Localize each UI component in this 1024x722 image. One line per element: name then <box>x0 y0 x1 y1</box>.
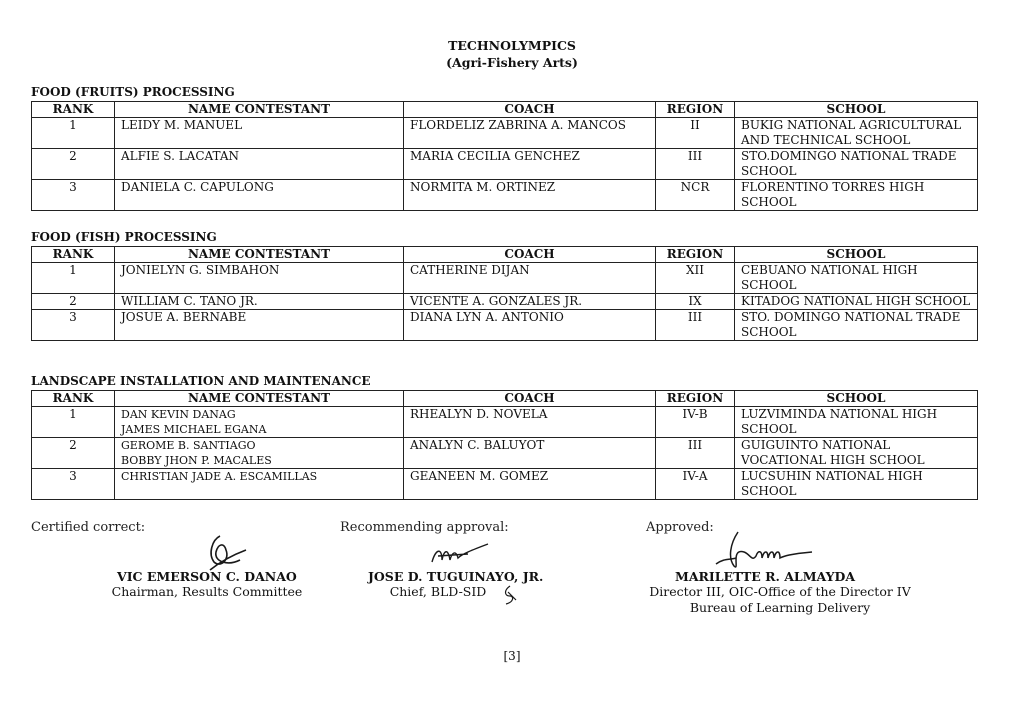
region-cell: II <box>656 118 735 149</box>
section-title-fruits: FOOD (FRUITS) PROCESSING <box>31 85 235 99</box>
document-subtitle: (Agri-Fishery Arts) <box>446 55 578 70</box>
coach-cell: ANALYN C. BALUYOT <box>404 438 656 469</box>
region-cell: III <box>656 149 735 180</box>
coach-cell: CATHERINE DIJAN <box>404 263 656 294</box>
coach-cell: DIANA LYN A. ANTONIO <box>404 310 656 341</box>
contestant-cell: DANIELA C. CAPULONG <box>115 180 404 211</box>
table-row <box>32 438 978 469</box>
coach-cell: RHEALYN D. NOVELA <box>404 407 656 438</box>
contestant-cell: WILLIAM C. TANO JR. <box>115 294 404 310</box>
col-header-rank: RANK <box>32 102 115 118</box>
approved-title-line1: Director III, OIC-Office of the Director IV <box>649 584 911 599</box>
signature-tuguinayo-scribble <box>428 540 492 568</box>
contestant-cell: JONIELYN G. SIMBAHON <box>115 263 404 294</box>
rank-cell: 2 <box>32 149 115 180</box>
contestant-name: DAN KEVIN DANAG <box>121 408 236 421</box>
school-cell: LUCSUHIN NATIONAL HIGH SCHOOL <box>735 469 978 500</box>
coach-cell: MARIA CECILIA GENCHEZ <box>404 149 656 180</box>
table-row <box>32 180 978 211</box>
col-header-region: REGION <box>656 102 735 118</box>
contestant-cell: ALFIE S. LACATAN <box>115 149 404 180</box>
region-cell: IV-B <box>656 407 735 438</box>
school-cell: LUZVIMINDA NATIONAL HIGH SCHOOL <box>735 407 978 438</box>
region-cell: III <box>656 438 735 469</box>
contestant-cell: LEIDY M. MANUEL <box>115 118 404 149</box>
contestant-cell: JOSUE A. BERNABE <box>115 310 404 341</box>
table-header-row <box>32 247 978 263</box>
table-row <box>32 294 978 310</box>
table-header-row <box>32 391 978 407</box>
certified-name: VIC EMERSON C. DANAO <box>117 569 297 584</box>
results-table-fruits <box>31 101 978 211</box>
col-header-name: NAME CONTESTANT <box>115 247 404 263</box>
table-row <box>32 263 978 294</box>
table-row <box>32 149 978 180</box>
coach-cell: VICENTE A. GONZALES JR. <box>404 294 656 310</box>
col-header-rank: RANK <box>32 391 115 407</box>
contestant-cell: CHRISTIAN JADE A. ESCAMILLAS <box>115 469 404 500</box>
approved-label: Approved: <box>646 520 714 535</box>
section-title-fish: FOOD (FISH) PROCESSING <box>31 230 217 244</box>
col-header-region: REGION <box>656 247 735 263</box>
approved-title-line2: Bureau of Learning Delivery <box>689 600 871 615</box>
approved-name: MARILETTE R. ALMAYDA <box>675 569 856 584</box>
region-cell: IV-A <box>656 469 735 500</box>
section-title-landscape: LANDSCAPE INSTALLATION AND MAINTENANCE <box>31 374 371 388</box>
region-cell: IX <box>656 294 735 310</box>
col-header-school: SCHOOL <box>735 247 978 263</box>
col-header-school: SCHOOL <box>735 391 978 407</box>
table-row <box>32 469 978 500</box>
results-table-fish <box>31 246 978 341</box>
col-header-coach: COACH <box>404 102 656 118</box>
coach-cell: GEANEEN M. GOMEZ <box>404 469 656 500</box>
region-cell: XII <box>656 263 735 294</box>
table-header-row <box>32 102 978 118</box>
rank-cell: 2 <box>32 438 115 469</box>
col-header-coach: COACH <box>404 247 656 263</box>
rank-cell: 2 <box>32 294 115 310</box>
school-cell: STO.DOMINGO NATIONAL TRADE SCHOOL <box>735 149 978 180</box>
rank-cell: 1 <box>32 118 115 149</box>
school-cell: KITADOG NATIONAL HIGH SCHOOL <box>735 294 978 310</box>
document-title: TECHNOLYMPICS <box>448 38 576 53</box>
school-cell: BUKIG NATIONAL AGRICULTURAL AND TECHNICAL SCHOOL <box>735 118 978 149</box>
recommending-title: Chief, BLD-SID <box>389 584 487 599</box>
recommending-name: JOSE D. TUGUINAYO, JR. <box>368 569 544 584</box>
col-header-rank: RANK <box>32 247 115 263</box>
contestant-cell <box>115 438 404 469</box>
contestant-name: JAMES MICHAEL EGANA <box>121 423 267 436</box>
recommending-label: Recommending approval: <box>340 520 509 535</box>
school-cell: STO. DOMINGO NATIONAL TRADE SCHOOL <box>735 310 978 341</box>
contestant-cell <box>115 407 404 438</box>
contestant-name: GEROME B. SANTIAGO <box>121 439 256 452</box>
results-table-landscape <box>31 390 978 500</box>
school-cell: CEBUANO NATIONAL HIGH SCHOOL <box>735 263 978 294</box>
rank-cell: 3 <box>32 310 115 341</box>
rank-cell: 1 <box>32 263 115 294</box>
col-header-school: SCHOOL <box>735 102 978 118</box>
table-row <box>32 118 978 149</box>
school-cell: FLORENTINO TORRES HIGH SCHOOL <box>735 180 978 211</box>
col-header-name: NAME CONTESTANT <box>115 391 404 407</box>
school-cell: GUIGUINTO NATIONAL VOCATIONAL HIGH SCHOOL <box>735 438 978 469</box>
initial-scribble <box>500 584 518 606</box>
certified-label: Certified correct: <box>31 520 146 535</box>
page-number: [3] <box>503 649 521 663</box>
contestant-name: BOBBY JHON P. MACALES <box>121 454 272 467</box>
signature-danao-scribble <box>190 532 250 574</box>
certified-title: Chairman, Results Committee <box>111 584 303 599</box>
col-header-region: REGION <box>656 391 735 407</box>
region-cell: III <box>656 310 735 341</box>
table-row <box>32 310 978 341</box>
rank-cell: 3 <box>32 469 115 500</box>
rank-cell: 1 <box>32 407 115 438</box>
col-header-name: NAME CONTESTANT <box>115 102 404 118</box>
region-cell: NCR <box>656 180 735 211</box>
rank-cell: 3 <box>32 180 115 211</box>
coach-cell: NORMITA M. ORTINEZ <box>404 180 656 211</box>
coach-cell: FLORDELIZ ZABRINA A. MANCOS <box>404 118 656 149</box>
table-row <box>32 407 978 438</box>
col-header-coach: COACH <box>404 391 656 407</box>
